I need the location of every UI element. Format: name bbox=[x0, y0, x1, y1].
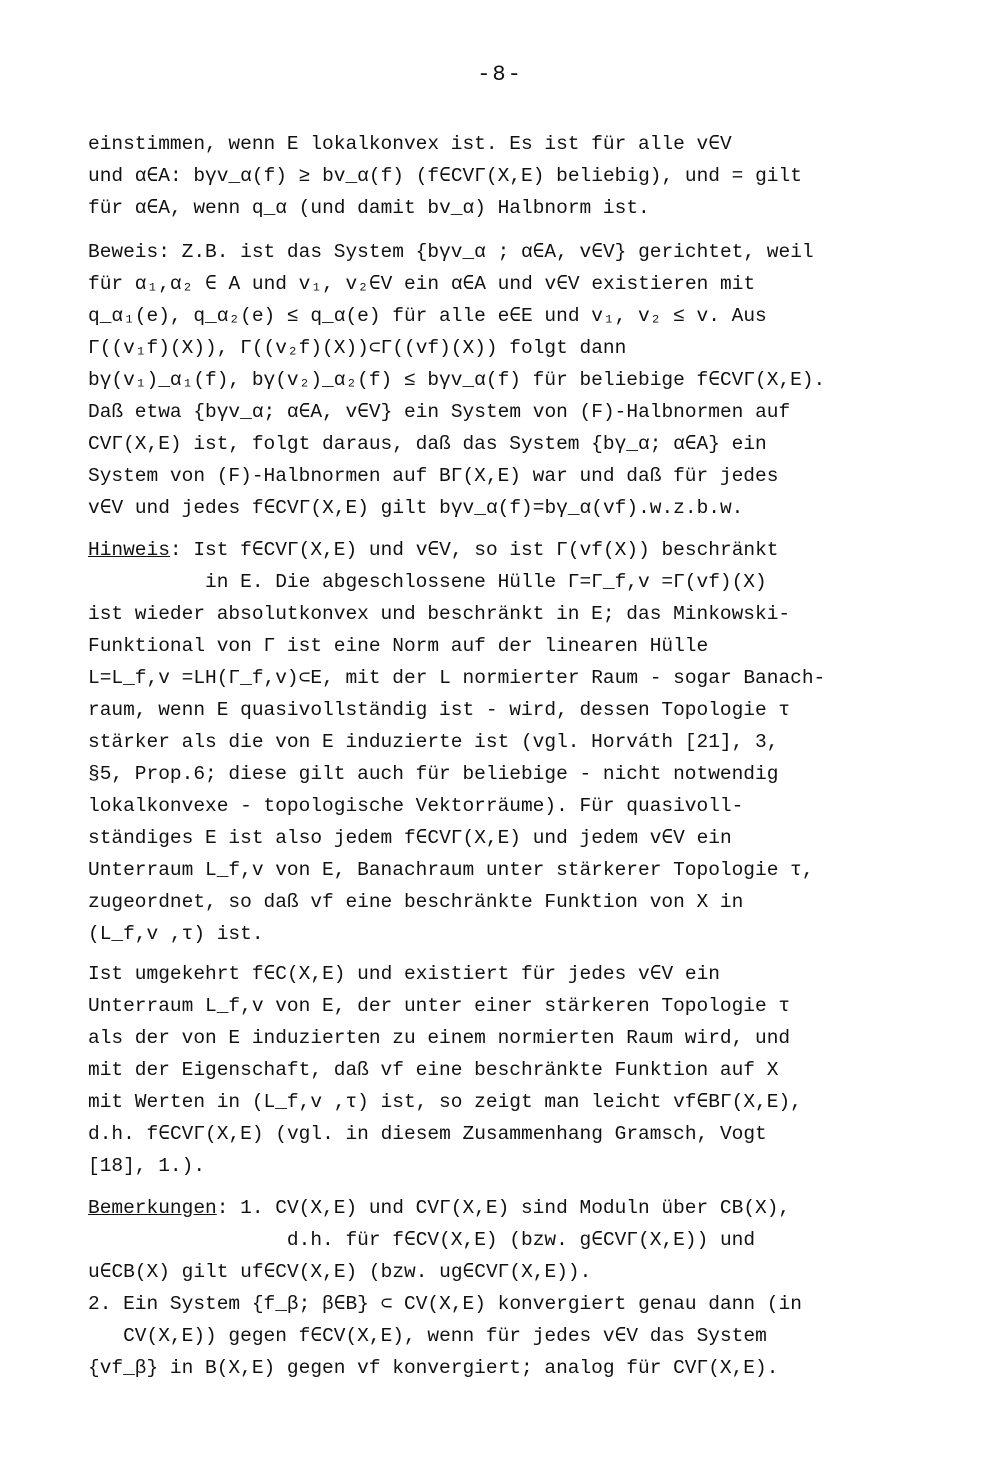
text-line: Unterraum L_f,v von E, der unter einer stärkeren Topologie τ bbox=[88, 995, 791, 1017]
text-line: CV(X,E)) gegen f∈CV(X,E), wenn für jedes v∈V das System bbox=[88, 1325, 767, 1347]
text-line: mit der Eigenschaft, daß vf eine beschränkte Funktion auf X bbox=[88, 1059, 779, 1081]
text-line: einstimmen, wenn E lokalkonvex ist. Es ist für alle v∈V bbox=[88, 133, 732, 155]
text-line: (L_f,v ,τ) ist. bbox=[88, 923, 264, 945]
paragraph-hinweis bbox=[88, 534, 878, 950]
text-line: d.h. für f∈CV(X,E) (bzw. g∈CVΓ(X,E)) und bbox=[88, 1229, 756, 1251]
text-line bbox=[88, 1192, 878, 1224]
text-line: als der von E induzierten zu einem normierten Raum wird, und bbox=[88, 1027, 791, 1049]
text-line: §5, Prop.6; diese gilt auch für beliebige - nicht notwendig bbox=[88, 763, 779, 785]
text-line: für α₁,α₂ ∈ A und v₁, v₂∈V ein α∈A und v∈V existieren mit bbox=[88, 273, 756, 295]
text-line: CVΓ(X,E) ist, folgt daraus, daß das System {bγ_α; α∈A} ein bbox=[88, 433, 767, 455]
text-line: 2. Ein System {f_β; β∈B} ⊂ CV(X,E) konvergiert genau dann (in bbox=[88, 1293, 802, 1315]
text-line: q_α₁(e), q_α₂(e) ≤ q_α(e) für alle e∈E und v₁, v₂ ≤ v. Aus bbox=[88, 305, 767, 327]
text-line: [18], 1.). bbox=[88, 1155, 206, 1177]
text-span: : 1. CV(X,E) und CVΓ(X,E) sind Moduln über CB(X), bbox=[216, 1197, 791, 1219]
text-line: lokalkonvexe - topologische Vektorräume). Für quasivoll- bbox=[88, 795, 744, 817]
text-line: Γ((v₁f)(X)), Γ((v₂f)(X))⊂Γ((vf)(X)) folgt dann bbox=[88, 337, 627, 359]
paragraph-umgekehrt bbox=[88, 958, 878, 1182]
text-line: ständiges E ist also jedem f∈CVΓ(X,E) und jedem v∈V ein bbox=[88, 827, 732, 849]
text-span: : Ist f∈CVΓ(X,E) und v∈V, so ist Γ(vf(X)) beschränkt bbox=[169, 539, 779, 561]
text-line: stärker als die von E induzierte ist (vgl. Horváth [21], 3, bbox=[88, 731, 779, 753]
text-line: d.h. f∈CVΓ(X,E) (vgl. in diesem Zusammenhang Gramsch, Vogt bbox=[88, 1123, 767, 1145]
text-line: Unterraum L_f,v von E, Banachraum unter stärkerer Topologie τ, bbox=[88, 859, 814, 881]
text-line: Ist umgekehrt f∈C(X,E) und existiert für jedes v∈V ein bbox=[88, 963, 720, 985]
text-line: und α∈A: bγv_α(f) ≥ bv_α(f) (f∈CVΓ(X,E) beliebig), und = gilt bbox=[88, 165, 802, 187]
text-line: L=L_f,v =LH(Γ_f,v)⊂E, mit der L normierter Raum - sogar Banach- bbox=[88, 667, 826, 689]
text-line: Daß etwa {bγv_α; α∈A, v∈V} ein System von (F)-Halbnormen auf bbox=[88, 401, 791, 423]
text-line: u∈CB(X) gilt uf∈CV(X,E) (bzw. ug∈CVΓ(X,E)). bbox=[88, 1261, 592, 1283]
text-line: bγ(v₁)_α₁(f), bγ(v₂)_α₂(f) ≤ bγv_α(f) für beliebige f∈CVΓ(X,E). bbox=[88, 369, 826, 391]
page-number: -8- bbox=[477, 62, 523, 87]
paragraph-bemerkungen bbox=[88, 1192, 878, 1384]
text-line: ist wieder absolutkonvex und beschränkt in E; das Minkowski- bbox=[88, 603, 791, 625]
text-line: zugeordnet, so daß vf eine beschränkte Funktion von X in bbox=[88, 891, 744, 913]
text-line: Beweis: Z.B. ist das System {bγv_α ; α∈A, v∈V} gerichtet, weil bbox=[88, 241, 814, 263]
text-line: {vf_β} in B(X,E) gegen vf konvergiert; analog für CVΓ(X,E). bbox=[88, 1357, 779, 1379]
section-label-bemerkungen: Bemerkungen bbox=[88, 1197, 217, 1219]
text-line bbox=[88, 534, 878, 566]
text-line: für α∈A, wenn q_α (und damit bv_α) Halbnorm ist. bbox=[88, 197, 650, 219]
text-line: raum, wenn E quasivollständig ist - wird, dessen Topologie τ bbox=[88, 699, 791, 721]
text-line: mit Werten in (L_f,v ,τ) ist, so zeigt man leicht vf∈BΓ(X,E), bbox=[88, 1091, 802, 1113]
text-line: Funktional von Γ ist eine Norm auf der linearen Hülle bbox=[88, 635, 709, 657]
text-line: System von (F)-Halbnormen auf BΓ(X,E) war und daß für jedes bbox=[88, 465, 779, 487]
paragraph-intro bbox=[88, 128, 878, 224]
text-line: in E. Die abgeschlossene Hülle Γ=Γ_f,v =Γ(vf)(X) bbox=[88, 571, 767, 593]
paragraph-beweis bbox=[88, 236, 878, 524]
text-line: v∈V und jedes f∈CVΓ(X,E) gilt bγv_α(f)=bγ_α(vf).w.z.b.w. bbox=[88, 497, 744, 519]
section-label-hinweis: Hinweis bbox=[88, 539, 170, 561]
